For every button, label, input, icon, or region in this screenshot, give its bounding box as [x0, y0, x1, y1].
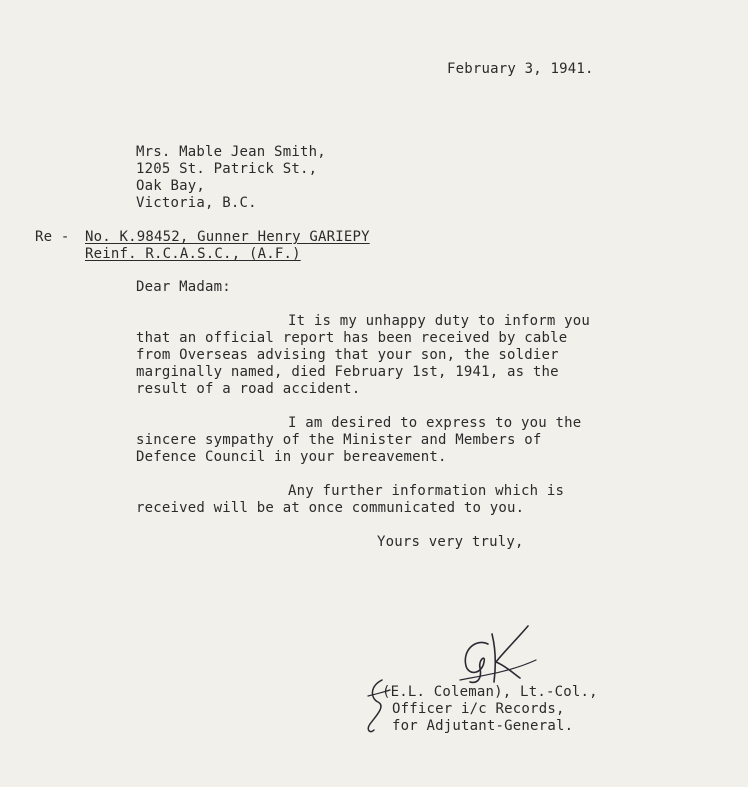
signature-block-line-2: Officer i/c Records, — [392, 701, 565, 717]
paragraph-1-line-2: that an official report has been received by cable — [136, 330, 568, 346]
re-subject-line-1: No. K.98452, Gunner Henry GARIEPY — [85, 229, 370, 245]
paragraph-3-line-2: received will be at once communicated to you. — [136, 500, 525, 516]
paragraph-3-line-1: Any further information which is — [288, 483, 565, 499]
salutation: Dear Madam: — [136, 279, 231, 295]
closing: Yours very truly, — [377, 534, 524, 550]
letter-date: February 3, 1941. — [447, 61, 594, 77]
address-line-2: 1205 St. Patrick St., — [136, 161, 318, 177]
address-line-1: Mrs. Mable Jean Smith, — [136, 144, 326, 160]
paragraph-2-line-3: Defence Council in your bereavement. — [136, 449, 447, 465]
address-line-3: Oak Bay, — [136, 178, 206, 194]
signature-block-line-1: (E.L. Coleman), Lt.-Col., — [382, 684, 598, 700]
signature-block-line-3: for Adjutant-General. — [392, 718, 574, 734]
paragraph-2-line-2: sincere sympathy of the Minister and Members of — [136, 432, 542, 448]
paragraph-1-line-3: from Overseas advising that your son, the soldier — [136, 347, 559, 363]
paragraph-1-line-1: It is my unhappy duty to inform you — [288, 313, 591, 329]
paragraph-1-line-5: result of a road accident. — [136, 381, 361, 397]
address-line-4: Victoria, B.C. — [136, 195, 257, 211]
paragraph-2-line-1: I am desired to express to you the — [288, 415, 582, 431]
re-prefix: Re - — [35, 229, 70, 245]
paragraph-1-line-4: marginally named, died February 1st, 1941, as the — [136, 364, 559, 380]
re-subject-line-2: Reinf. R.C.A.S.C., (A.F.) — [85, 246, 301, 262]
handwritten-signature — [440, 620, 550, 690]
